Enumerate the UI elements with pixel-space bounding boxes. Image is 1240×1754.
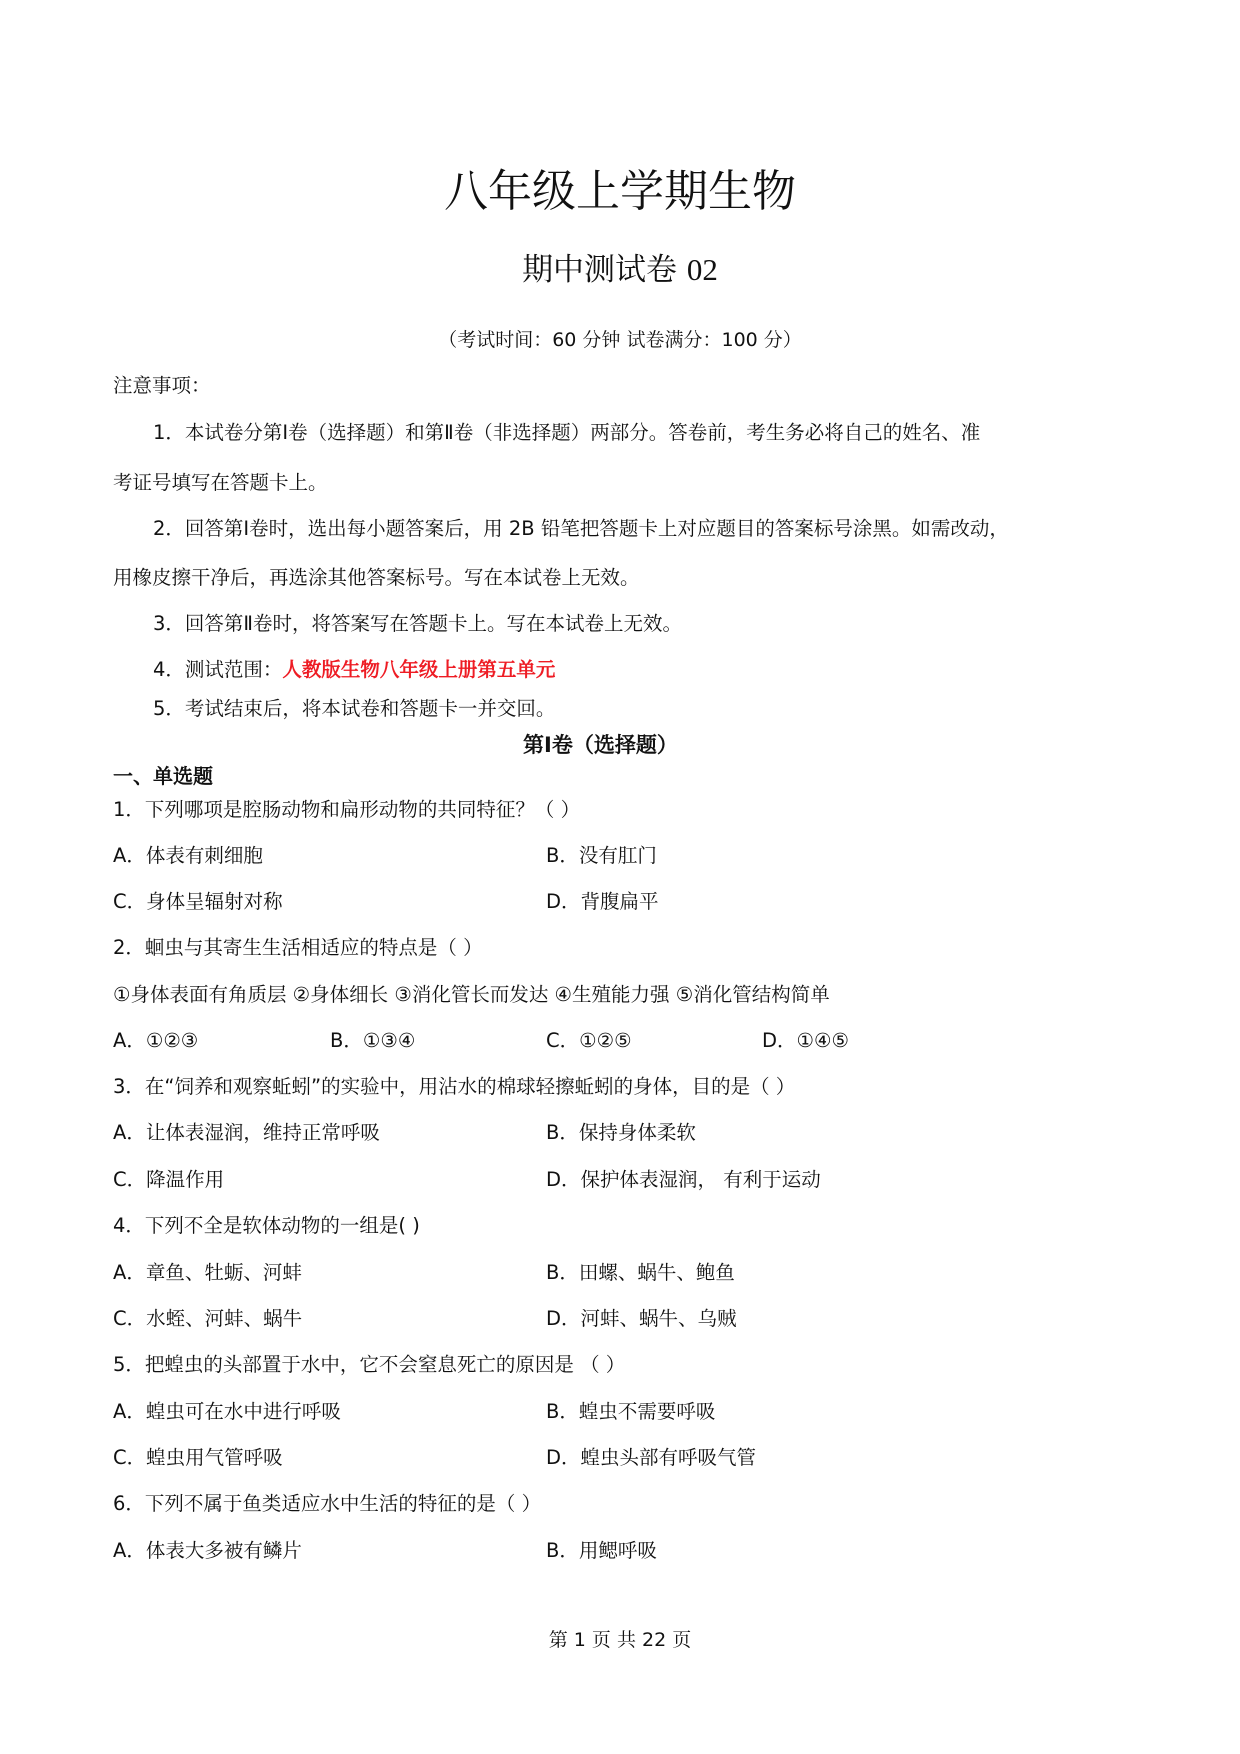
- notice-item-2-line1: 2．回答第Ⅰ卷时，选出每小题答案后，用 2B 铅笔把答题卡上对应题目的答案标号涂黑。如需改动，: [153, 517, 1009, 540]
- question-1-option-b: B．没有肛门: [546, 844, 657, 867]
- notice-item-3: 3．回答第Ⅱ卷时，将答案写在答题卡上。写在本试卷上无效。: [153, 612, 683, 635]
- question-5-option-d: D．蝗虫头部有呼吸气管: [546, 1446, 757, 1469]
- notice-item-5: 5．考试结束后，将本试卷和答题卡一并交回。: [153, 697, 556, 720]
- question-4-stem: 4．下列不全是软体动物的一组是( ): [113, 1214, 420, 1237]
- subtitle-number: 02: [686, 252, 718, 287]
- question-5-option-a: A．蝗虫可在水中进行呼吸: [113, 1400, 341, 1423]
- question-4-option-b: B．田螺、蜗牛、鲍鱼: [546, 1261, 735, 1284]
- question-5-stem: 5．把蝗虫的头部置于水中，它不会窒息死亡的原因是 （ ）: [113, 1353, 626, 1376]
- question-1-option-a: A．体表有刺细胞: [113, 844, 263, 867]
- question-2-statement: ①身体表面有角质层 ②身体细长 ③消化管长而发达 ④生殖能力强 ⑤消化管结构简单: [113, 983, 830, 1006]
- question-3-option-c: C．降温作用: [113, 1168, 225, 1191]
- part-title: 第Ⅰ卷（选择题）: [523, 733, 678, 757]
- document-subtitle: [0, 250, 1240, 290]
- notice-item-4-prefix: 4．测试范围：: [153, 658, 283, 681]
- question-4-option-a: A．章鱼、牡蛎、河蚌: [113, 1261, 302, 1284]
- question-5-option-b: B．蝗虫不需要呼吸: [546, 1400, 716, 1423]
- document-title: 八年级上学期生物: [444, 166, 796, 217]
- question-5-option-c: C．蝗虫用气管呼吸: [113, 1446, 283, 1469]
- exam-info: （考试时间：60 分钟 试卷满分：100 分）: [438, 329, 802, 351]
- question-2-option-a: A．①②③: [113, 1029, 199, 1052]
- question-2-option-c: C．①②⑤: [546, 1029, 632, 1052]
- subtitle-text: 期中测试卷: [522, 252, 678, 288]
- question-3-option-b: B．保持身体柔软: [546, 1121, 696, 1144]
- question-6-stem: 6．下列不属于鱼类适应水中生活的特征的是（ ）: [113, 1492, 542, 1515]
- question-1-stem: 1．下列哪项是腔肠动物和扁形动物的共同特征？（ ）: [113, 798, 581, 821]
- section-heading: 一、单选题: [113, 764, 213, 788]
- question-1-option-c: C．身体呈辐射对称: [113, 890, 283, 913]
- notice-item-1-line2: 考证号填写在答题卡上。: [113, 471, 328, 494]
- question-3-option-a: A．让体表湿润，维持正常呼吸: [113, 1121, 380, 1144]
- notice-item-1-line1: 1．本试卷分第Ⅰ卷（选择题）和第Ⅱ卷（非选择题）两部分。答卷前，考生务必将自己的姓名、准: [153, 421, 981, 444]
- question-3-option-d: D．保护体表湿润， 有利于运动: [546, 1168, 821, 1191]
- question-4-option-d: D．河蚌、蜗牛、乌贼: [546, 1307, 737, 1330]
- question-3-stem: 3．在“饲养和观察蚯蚓”的实验中，用沾水的棉球轻擦蚯蚓的身体，目的是（ ）: [113, 1075, 796, 1098]
- notice-heading: 注意事项：: [113, 374, 211, 397]
- question-2-stem: 2．蛔虫与其寄生生活相适应的特点是（ ）: [113, 936, 483, 959]
- question-2-option-b: B．①③④: [330, 1029, 416, 1052]
- question-4-option-c: C．水蛭、河蚌、蜗牛: [113, 1307, 303, 1330]
- test-scope-highlight: 人教版生物八年级上册第五单元: [282, 658, 556, 681]
- notice-item-2-line2: 用橡皮擦干净后，再选涂其他答案标号。写在本试卷上无效。: [113, 566, 640, 589]
- question-2-option-d: D．①④⑤: [762, 1029, 849, 1052]
- notice-item-4: [153, 657, 555, 683]
- question-6-option-b: B．用鳃呼吸: [546, 1539, 657, 1562]
- question-6-option-a: A．体表大多被有鳞片: [113, 1539, 302, 1562]
- question-1-option-d: D．背腹扁平: [546, 890, 659, 913]
- page-number: 第 1 页 共 22 页: [548, 1629, 692, 1651]
